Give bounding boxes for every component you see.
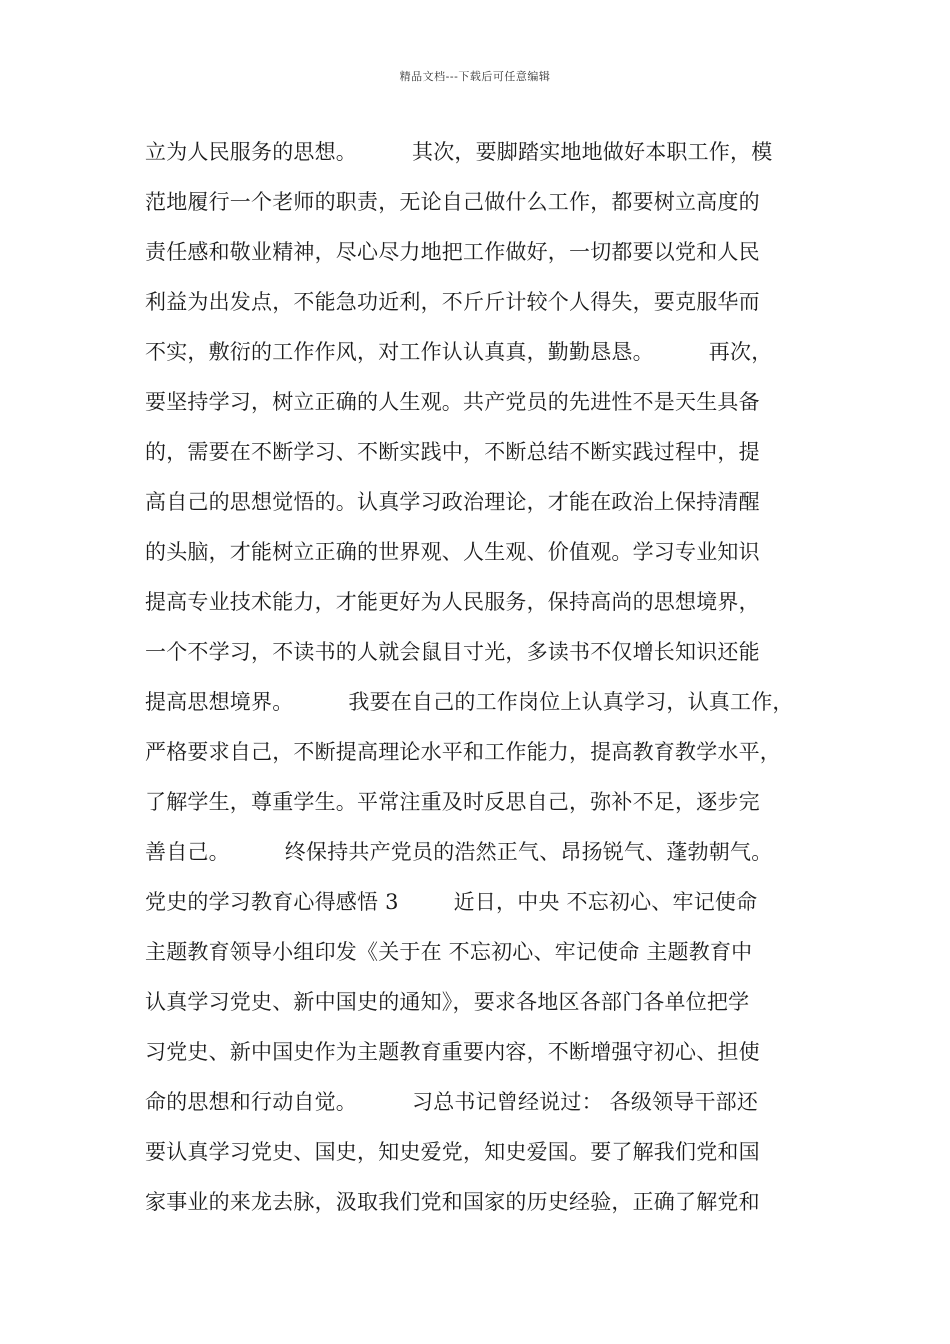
text-line: 立为人民服务的思想。 其次，要脚踏实地地做好本职工作，模 [145,140,773,164]
text-line: 了解学生，尊重学生。平常注重及时反思自己，弥补不足，逐步完 [145,790,760,814]
text-line: 党史的学习教育心得感悟 3 近日，中央 不忘初心、牢记使命 [145,890,758,914]
text-line: 的头脑，才能树立正确的世界观、人生观、价值观。学习专业知识 [145,540,760,564]
text-line: 主题教育领导小组印发《关于在 不忘初心、牢记使命 主题教育中 [145,940,753,964]
text-line: 责任感和敬业精神，尽心尽力地把工作做好，一切都要以党和人民 [145,240,760,264]
text-line: 利益为出发点，不能急功近利，不斤斤计较个人得失，要克服华而 [145,290,760,314]
text-line: 认真学习党史、新中国史的通知》，要求各地区各部门各单位把学 [145,990,750,1014]
text-line: 一个不学习，不读书的人就会鼠目寸光，多读书不仅增长知识还能 [145,640,760,664]
text-line: 提高思想境界。 我要在自己的工作岗位上认真学习，认真工作， [145,690,794,714]
text-line: 善自己。 终保持共产党员的浩然正气、昂扬锐气、蓬勃朝气。 [145,840,773,864]
text-line: 不实，敷衍的工作作风，对工作认认真真，勤勤恳恳。 再次， [145,340,773,364]
text-line: 范地履行一个老师的职责，无论自己做什么工作，都要树立高度的 [145,190,760,214]
text-line: 家事业的来龙去脉，汲取我们党和国家的历史经验，正确了解党和 [145,1190,760,1214]
text-line: 命的思想和行动自觉。 习总书记曾经说过： 各级领导干部还 [145,1090,759,1114]
text-line: 严格要求自己，不断提高理论水平和工作能力，提高教育教学水平， [145,740,781,764]
text-line: 高自己的思想觉悟的。认真学习政治理论，才能在政治上保持清醒 [145,490,760,514]
text-line: 要认真学习党史、国史，知史爱党，知史爱国。要了解我们党和国 [145,1140,760,1164]
body-text [145,132,845,1232]
text-line: 习党史、新中国史作为主题教育重要内容，不断增强守初心、担使 [145,1040,760,1064]
text-line: 提高专业技术能力，才能更好为人民服务，保持高尚的思想境界， [145,590,760,614]
text-line: 要坚持学习，树立正确的人生观。共产党员的先进性不是天生具备 [145,390,760,414]
text-line: 的，需要在不断学习、不断实践中，不断总结不断实践过程中，提 [145,440,760,464]
page-header: 精品文档---下载后可任意编辑 [399,70,551,83]
